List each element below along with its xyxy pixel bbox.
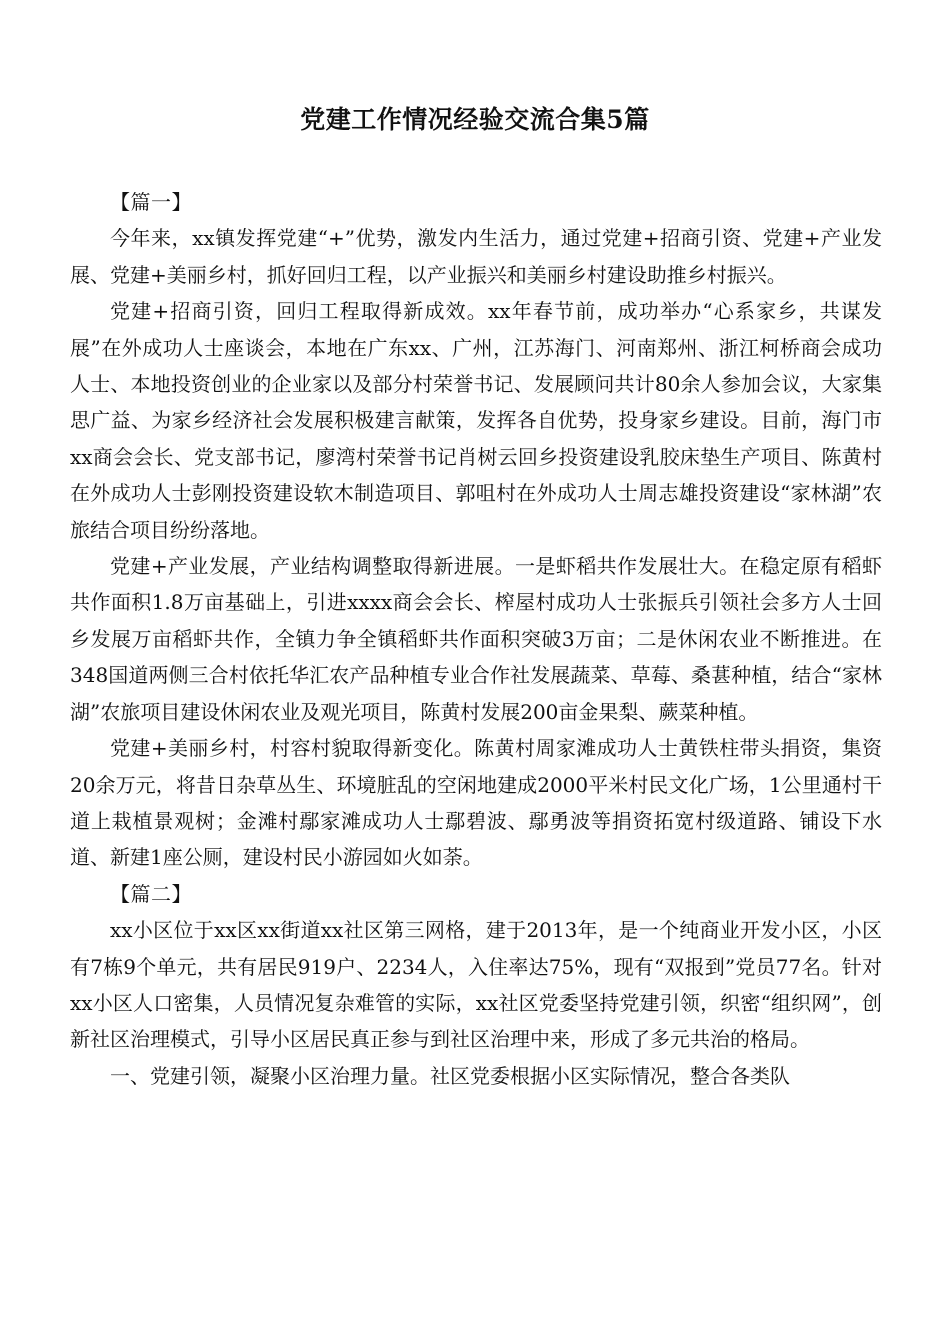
paragraph: xx小区位于xx区xx街道xx社区第三网格，建于2013年，是一个纯商业开发小区，小区有7栋9个单元，共有居民919户、2234人，入住率达75%，现有“双报到”党员77名。针对xx小区人口密集，人员情况复杂难管的实际，xx社区党委坚持党建引领，织密“组织网”，创新社区治理模式，引导小区居民真正参与到社区治理中来，形成了多元共治的格局。 xyxy=(70,918,882,1052)
paragraph: 党建+美丽乡村，村容村貌取得新变化。陈黄村周家滩成功人士黄铁柱带头捐资，集资20余万元，将昔日杂草丛生、环境脏乱的空闲地建成2000平米村民文化广场，1公里通村干道上栽植景观树；金滩村鄢家滩成功人士鄢碧波、鄢勇波等捐资拓宽村级道路、铺设下水道、新建1座公厕，建设村民小游园如火如荼。 xyxy=(70,736,882,870)
section-heading-2: 【篇二】 xyxy=(110,881,192,906)
paragraph: 一、党建引领，凝聚小区治理力量。社区党委根据小区实际情况，整合各类队 xyxy=(110,1063,790,1088)
paragraph: 今年来，xx镇发挥党建“+”优势，激发内生活力，通过党建+招商引资、党建+产业发展、党建+美丽乡村，抓好回归工程，以产业振兴和美丽乡村建设助推乡村振兴。 xyxy=(70,226,882,287)
document-title: 党建工作情况经验交流合集5篇 xyxy=(300,105,650,134)
document-body xyxy=(70,184,882,1094)
paragraph: 党建+招商引资，回归工程取得新成效。xx年春节前，成功举办“心系家乡，共谋发展”在外成功人士座谈会，本地在广东xx、广州，江苏海门、河南郑州、浙江柯桥商会成功人士、本地投资创业的企业家以及部分村荣誉书记、发展顾问共计80余人参加会议，大家集思广益、为家乡经济社会发展积极建言献策，发挥各自优势，投身家乡建设。目前，海门市xx商会会长、党支部书记，廖湾村荣誉书记肖树云回乡投资建设乳胶床垫生产项目、陈黄村在外成功人士彭刚投资建设软木制造项目、郭咀村在外成功人士周志雄投资建设“家林湖”农旅结合项目纷纷落地。 xyxy=(70,299,882,542)
paragraph: 党建+产业发展，产业结构调整取得新进展。一是虾稻共作发展壮大。在稳定原有稻虾共作面积1.8万亩基础上，引进xxxx商会会长、榨屋村成功人士张振兵引领社会多方人士回乡发展万亩稻虾共作，全镇力争全镇稻虾共作面积突破3万亩；二是休闲农业不断推进。在348国道两侧三合村依托华汇农产品种植专业合作社发展蔬菜、草莓、桑葚种植，结合“家林湖”农旅项目建设休闲农业及观光项目，陈黄村发展200亩金果梨、蕨菜种植。 xyxy=(70,554,882,724)
section-heading-1: 【篇一】 xyxy=(110,190,192,214)
